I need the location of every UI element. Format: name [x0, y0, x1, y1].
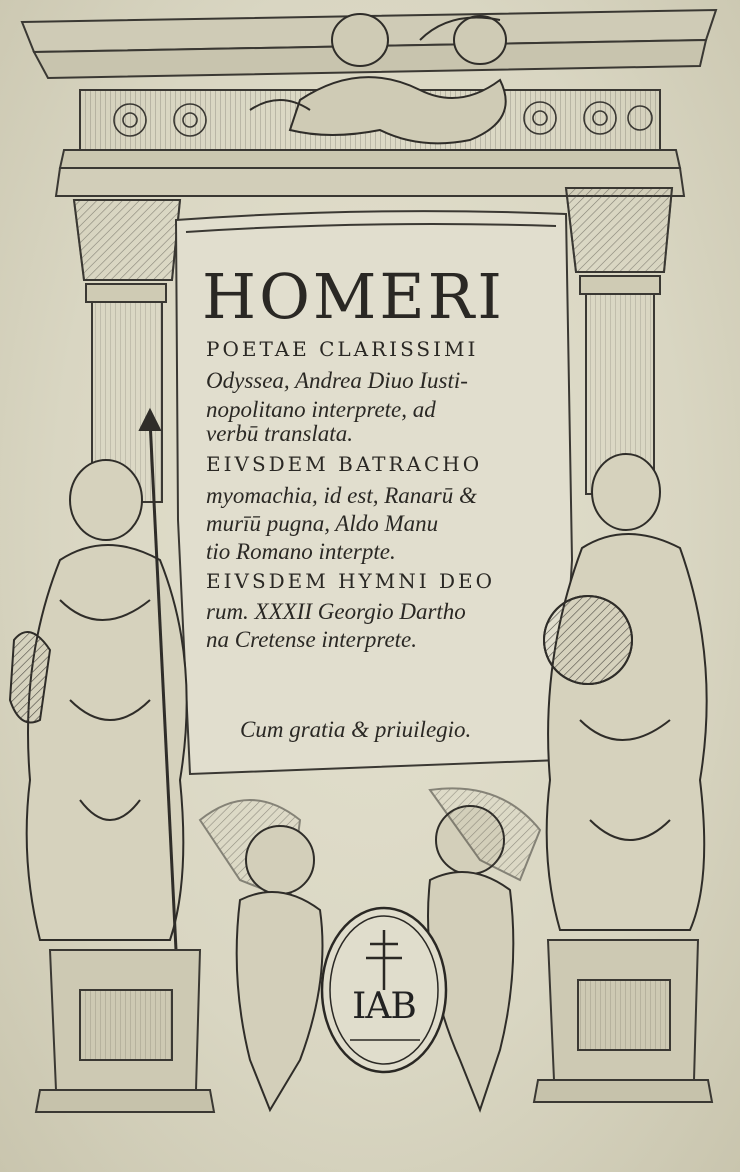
- title-line-9: EIVSDEM HYMNI DEO: [206, 569, 496, 593]
- right-column: [566, 188, 672, 494]
- title-line-8: tio Romano interpte.: [206, 539, 396, 564]
- privilege-line: Cum gratia & priuilegio.: [240, 717, 472, 742]
- left-column: [74, 200, 180, 502]
- title-line-10: rum. XXXII Georgio Dartho: [206, 599, 466, 624]
- title-line-11: na Cretense interprete.: [206, 627, 417, 652]
- title-line-6: myomachia, id est, Ranarū &: [206, 483, 477, 508]
- printer-monogram: IAB: [352, 986, 416, 1027]
- title-line-5: EIVSDEM BATRACHO: [206, 452, 483, 476]
- title-line-4: verbū translata.: [206, 421, 353, 446]
- title-line-7: murīū pugna, Aldo Manu: [206, 511, 439, 536]
- title-text-block: [186, 228, 562, 768]
- title-line-3: nopolitano interprete, ad: [206, 397, 436, 422]
- title-homeri: HOMERI: [202, 260, 505, 333]
- title-line-1: POETAE CLARISSIMI: [206, 337, 479, 361]
- title-line-2: Odyssea, Andrea Diuo Iusti-: [206, 368, 468, 393]
